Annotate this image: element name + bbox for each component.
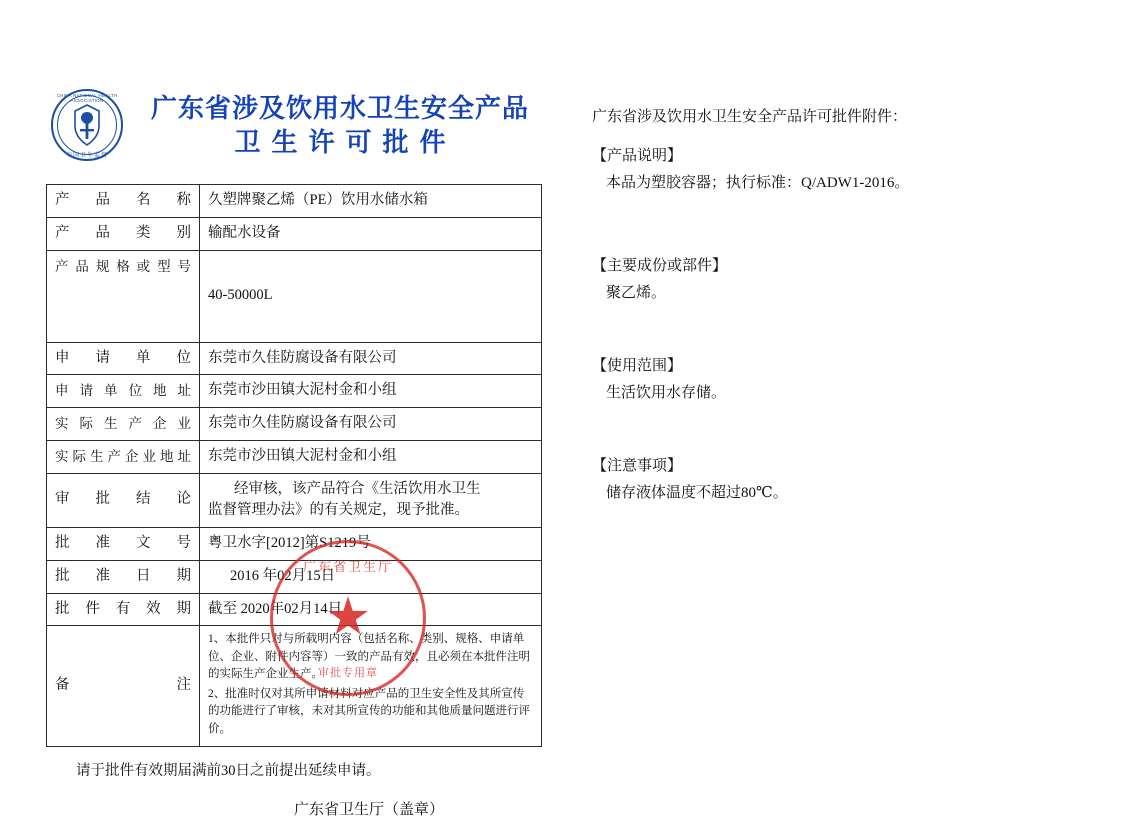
table-row: [47, 473, 542, 528]
table-row: [47, 375, 542, 408]
stamp-bottom-text: 审批专用章: [318, 667, 378, 679]
attachment-section-body-scope-of-use: 生活饮用水存储。: [606, 385, 727, 401]
attachment-section-body-main-components: 聚乙烯。: [606, 285, 667, 301]
attachment-section-title-product-description: 【产品说明】: [592, 148, 683, 164]
attachment-section-title-main-components: 【主要成份或部件】: [592, 258, 728, 274]
table-row: [47, 408, 542, 441]
row-value-product-spec: 40-50000L: [200, 250, 542, 342]
row-value-manufacturer-address: 东莞市沙田镇大泥村金和小组: [200, 440, 542, 473]
issuing-authority-signature: 广东省卫生厅（盖章）: [294, 801, 445, 818]
certificate-title-line1: 广东省涉及饮用水卫生安全产品: [150, 94, 529, 124]
stamp-star-icon: ★: [324, 589, 372, 646]
row-label-applicant-address: 申请单位地址: [47, 375, 200, 408]
row-label-product-category: 产品类别: [47, 217, 200, 250]
attachment-section-body-product-description: 本品为塑胶容器；执行标准：Q/ADW1-2016。: [606, 175, 910, 191]
row-label-approval-number: 批准文号: [47, 528, 200, 561]
emblem-arc-bottom-text: 中国卫生监督: [65, 153, 108, 159]
row-label-approval-date: 批准日期: [47, 560, 200, 593]
renewal-notice: 请于批件有效期届满前30日之前提出延续申请。: [76, 762, 381, 779]
row-label-validity: 批件有效期: [47, 593, 200, 626]
table-row: [47, 185, 542, 218]
attachment-section-title-precautions: 【注意事项】: [592, 458, 683, 474]
row-label-manufacturer-address: 实际生产企业地址: [47, 440, 200, 473]
row-value-approval-date: 2016 年02月15日: [200, 560, 542, 593]
certificate-title-line2: 卫生许可批件: [234, 128, 457, 158]
row-value-product-category: 输配水设备: [200, 217, 542, 250]
row-label-manufacturer: 实际生产企业: [47, 408, 200, 441]
row-label-conclusion: 审批结论: [47, 473, 200, 528]
attachment-section-title-scope-of-use: 【使用范围】: [592, 358, 683, 374]
table-row: [47, 626, 542, 747]
stamp-top-text: 广东省卫生厅: [302, 559, 393, 574]
attachment-intro: 广东省涉及饮用水卫生安全产品许可批件附件：: [592, 109, 908, 125]
row-value-product-name: 久塑牌聚乙烯（PE）饮用水储水箱: [200, 185, 542, 218]
row-label-applicant: 申请单位: [47, 342, 200, 375]
table-row: [47, 342, 542, 375]
row-label-product-name: 产品名称: [47, 185, 200, 218]
table-row: [47, 593, 542, 626]
row-label-product-spec: 产品规格或型号: [47, 250, 200, 342]
conclusion-line-1: 经审核，该产品符合《生活饮用水卫生: [234, 480, 481, 497]
certificate-table: [46, 184, 542, 747]
row-value-approval-number: 粤卫水字[2012]第S1219号: [200, 528, 542, 561]
row-value-applicant: 东莞市久佳防腐设备有限公司: [200, 342, 542, 375]
table-row: [47, 560, 542, 593]
certificate-left-panel: [46, 84, 542, 819]
table-row: [47, 217, 542, 250]
row-value-conclusion: [200, 473, 542, 528]
remark-paragraph-2: 2、批准时仅对其所申请材料对应产品的卫生安全性及其所宣传的功能进行了审核，未对其所宣传的功能和其他质量问题进行评价。: [208, 688, 530, 735]
attachment-section-body-precautions: 储存液体温度不超过80℃。: [606, 485, 788, 501]
row-value-validity: 截至 2020年02月14日: [200, 593, 542, 626]
emblem-core-icon: [69, 102, 105, 148]
row-value-remarks: [200, 626, 542, 747]
table-row: [47, 440, 542, 473]
remark-paragraph-1: 1、本批件只对与所载明内容（包括名称、类别、规格、申请单位、企业、附件内容等）一致的产品有效，且必须在本批件注明的实际生产企业生产。: [208, 633, 530, 680]
certificate-header: [46, 84, 542, 168]
health-association-emblem-icon: [48, 86, 128, 166]
table-row: [47, 250, 542, 342]
attachment-right-panel: [592, 104, 1062, 507]
conclusion-line-2: 监督管理办法》的有关规定，现予批准。: [208, 502, 469, 519]
row-label-remarks: 备注: [47, 626, 200, 747]
row-value-applicant-address: 东莞市沙田镇大泥村金和小组: [200, 375, 542, 408]
emblem-arc-top-text: CHINA NATIONAL HEALTH ASSOCIATION: [56, 93, 118, 103]
row-value-manufacturer: 东莞市久佳防腐设备有限公司: [200, 408, 542, 441]
certificate-title-block: [138, 92, 542, 160]
table-row: [47, 528, 542, 561]
